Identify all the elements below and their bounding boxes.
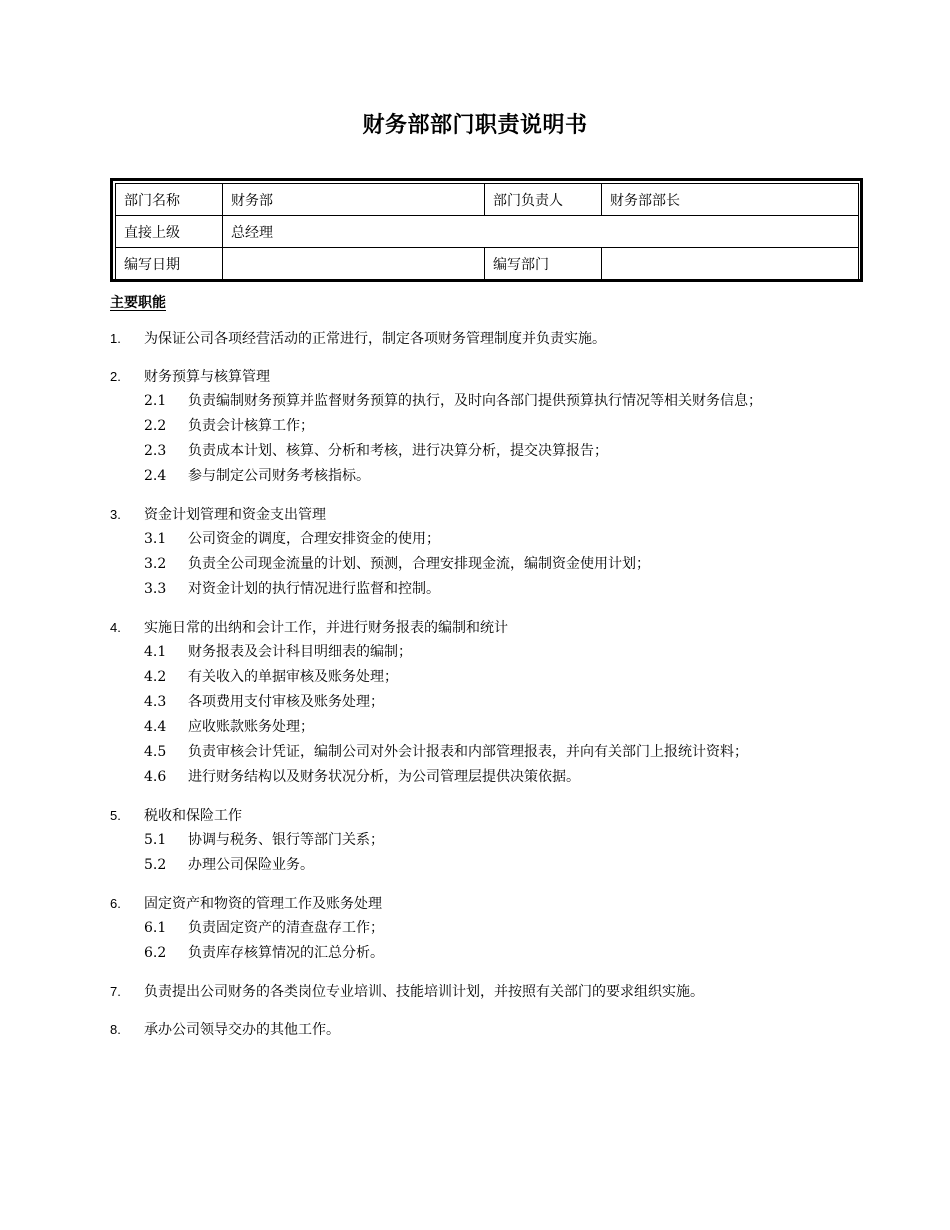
superior-value: 总经理 xyxy=(223,216,859,248)
duty-subitem xyxy=(110,853,870,878)
duty-subitem xyxy=(110,640,870,665)
duty-subitem-text: 应收账款账务处理； xyxy=(188,719,314,735)
superior-label: 直接上级 xyxy=(116,216,223,248)
duty-item-number: 8. xyxy=(110,1022,121,1037)
duty-subitem-number: 5.1 xyxy=(144,832,167,848)
duty-subitem-text: 负责编制财务预算并监督财务预算的执行，及时向各部门提供预算执行情况等相关财务信息； xyxy=(188,393,762,409)
duty-subitem-number: 4.5 xyxy=(144,744,167,760)
duty-item xyxy=(110,1018,870,1042)
duty-subitem-number: 4.4 xyxy=(144,719,167,735)
duty-item-text: 实施日常的出纳和会计工作，并进行财务报表的编制和统计 xyxy=(144,620,508,636)
duty-subitem-number: 2.1 xyxy=(144,393,167,409)
duty-subitem-text: 有关收入的单据审核及账务处理； xyxy=(188,669,398,685)
duty-subitem-number: 2.4 xyxy=(144,468,167,484)
duty-subitem-text: 负责成本计划、核算、分析和考核，进行决算分析，提交决算报告； xyxy=(188,443,608,459)
duty-item xyxy=(110,980,870,1004)
duty-subitem-text: 负责全公司现金流量的计划、预测，合理安排现金流，编制资金使用计划； xyxy=(188,556,650,572)
duty-item-line xyxy=(110,1018,870,1042)
duty-subitem xyxy=(110,690,870,715)
duty-item xyxy=(110,503,870,602)
author-dept-label: 编写部门 xyxy=(485,248,602,280)
duty-item-number: 3. xyxy=(110,507,121,522)
dept-head-label: 部门负责人 xyxy=(485,184,602,216)
duty-subitem-text: 参与制定公司财务考核指标。 xyxy=(188,468,370,484)
duty-item-number: 5. xyxy=(110,808,121,823)
duty-item-line xyxy=(110,892,870,916)
duty-subitem-number: 3.1 xyxy=(144,531,167,547)
duty-item-line xyxy=(110,980,870,1004)
duty-subitem-number: 4.2 xyxy=(144,669,167,685)
duty-subitem-number: 4.6 xyxy=(144,769,167,785)
duty-subitem xyxy=(110,389,870,414)
info-table xyxy=(115,183,859,280)
section-heading: 主要职能 xyxy=(110,295,166,311)
dept-head-value: 财务部部长 xyxy=(602,184,859,216)
duty-subitem xyxy=(110,828,870,853)
duty-subitem xyxy=(110,941,870,966)
date-value xyxy=(223,248,485,280)
duty-subitem xyxy=(110,439,870,464)
duty-subitem-number: 2.3 xyxy=(144,443,167,459)
duty-subitem-number: 3.3 xyxy=(144,581,167,597)
duty-subitem-number: 5.2 xyxy=(144,857,167,873)
duty-item-text: 财务预算与核算管理 xyxy=(144,369,270,385)
duty-item-line xyxy=(110,365,870,389)
duty-subitem-number: 6.2 xyxy=(144,945,167,961)
duty-subitem xyxy=(110,665,870,690)
duty-subitem-text: 办理公司保险业务。 xyxy=(188,857,314,873)
duty-subitem-number: 2.2 xyxy=(144,418,167,434)
duty-subitem-number: 4.3 xyxy=(144,694,167,710)
duty-item-number: 1. xyxy=(110,331,121,346)
duty-item-line xyxy=(110,616,870,640)
duty-subitem xyxy=(110,715,870,740)
duty-item-number: 6. xyxy=(110,896,121,911)
duty-item-text: 资金计划管理和资金支出管理 xyxy=(144,507,326,523)
duty-subitem-text: 对资金计划的执行情况进行监督和控制。 xyxy=(188,581,440,597)
author-dept-value xyxy=(602,248,859,280)
duty-item-number: 2. xyxy=(110,369,121,384)
date-label: 编写日期 xyxy=(116,248,223,280)
duty-item-line xyxy=(110,804,870,828)
duty-subitem-text: 协调与税务、银行等部门关系； xyxy=(188,832,384,848)
duty-list xyxy=(110,327,870,1056)
duty-subitem-text: 负责固定资产的清查盘存工作； xyxy=(188,920,384,936)
duty-item-line xyxy=(110,327,870,351)
department-info-table xyxy=(110,178,863,282)
duty-subitem-number: 4.1 xyxy=(144,644,167,660)
duty-subitem-text: 负责库存核算情况的汇总分析。 xyxy=(188,945,384,961)
duty-subitem-number: 6.1 xyxy=(144,920,167,936)
duty-subitem xyxy=(110,740,870,765)
info-row-date xyxy=(116,248,859,280)
duty-subitem-text: 负责审核会计凭证，编制公司对外会计报表和内部管理报表，并向有关部门上报统计资料； xyxy=(188,744,748,760)
duty-subitem xyxy=(110,765,870,790)
duty-item-text: 为保证公司各项经营活动的正常进行，制定各项财务管理制度并负责实施。 xyxy=(144,331,606,347)
dept-name-value: 财务部 xyxy=(223,184,485,216)
duty-item-line xyxy=(110,503,870,527)
duty-item-number: 7. xyxy=(110,984,121,999)
duty-item-text: 负责提出公司财务的各类岗位专业培训、技能培训计划，并按照有关部门的要求组织实施。 xyxy=(144,984,704,1000)
duty-subitem-text: 各项费用支付审核及账务处理； xyxy=(188,694,384,710)
duty-item-text: 承办公司领导交办的其他工作。 xyxy=(144,1022,340,1038)
duty-subitem-text: 公司资金的调度，合理安排资金的使用； xyxy=(188,531,440,547)
duty-item xyxy=(110,804,870,878)
document-title: 财务部部门职责说明书 xyxy=(362,113,588,138)
duty-subitem-number: 3.2 xyxy=(144,556,167,572)
duty-item xyxy=(110,892,870,966)
info-row-superior xyxy=(116,216,859,248)
duty-subitem-text: 负责会计核算工作； xyxy=(188,418,314,434)
duty-subitem xyxy=(110,464,870,489)
duty-subitem-text: 进行财务结构以及财务状况分析，为公司管理层提供决策依据。 xyxy=(188,769,580,785)
duty-subitem xyxy=(110,527,870,552)
duty-subitem xyxy=(110,916,870,941)
duty-item xyxy=(110,327,870,351)
info-row-dept xyxy=(116,184,859,216)
duty-subitem xyxy=(110,577,870,602)
duty-subitem xyxy=(110,552,870,577)
duty-item-number: 4. xyxy=(110,620,121,635)
duty-subitem-text: 财务报表及会计科目明细表的编制； xyxy=(188,644,412,660)
duty-item-text: 固定资产和物资的管理工作及账务处理 xyxy=(144,896,382,912)
duty-item-text: 税收和保险工作 xyxy=(144,808,242,824)
duty-subitem xyxy=(110,414,870,439)
dept-name-label: 部门名称 xyxy=(116,184,223,216)
duty-item xyxy=(110,616,870,790)
duty-item xyxy=(110,365,870,489)
